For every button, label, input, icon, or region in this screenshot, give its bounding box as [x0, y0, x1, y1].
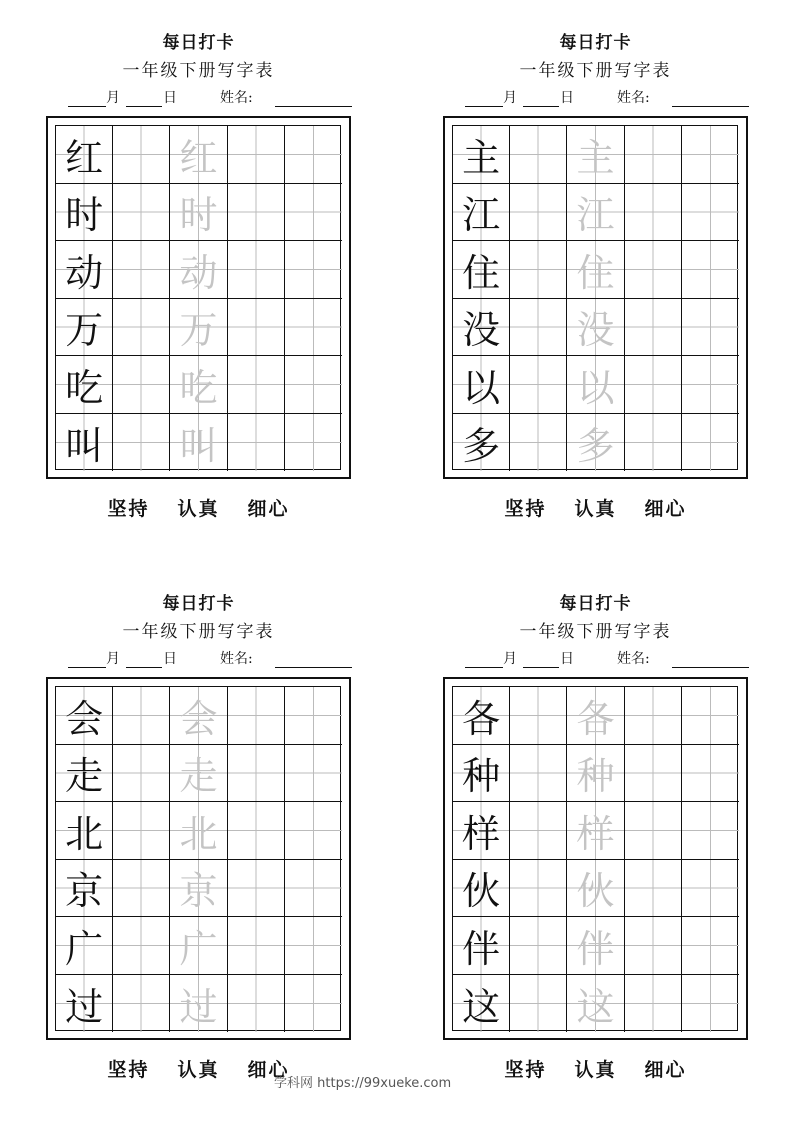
grid-cell[interactable] [682, 356, 739, 414]
grid-cell[interactable] [567, 860, 624, 918]
motto-word: 坚持 [107, 1058, 150, 1081]
grid-cell[interactable] [170, 299, 227, 357]
grid-row [453, 917, 737, 975]
trace-character: 伙 [576, 869, 615, 914]
name-blank[interactable] [275, 105, 352, 107]
grid-cell[interactable] [682, 975, 739, 1033]
trace-character: 会 [179, 696, 218, 741]
month-label: 月 [106, 651, 120, 667]
grid-cell[interactable] [625, 975, 682, 1033]
grid-cell[interactable] [285, 414, 342, 472]
trace-character: 万 [179, 308, 218, 353]
grid-cell[interactable] [56, 184, 113, 242]
grid-cell[interactable] [113, 241, 170, 299]
trace-character: 以 [576, 365, 615, 410]
grid-cell[interactable] [453, 802, 510, 860]
date-name-line [443, 86, 748, 116]
date-name-line [443, 647, 748, 677]
writing-frame [443, 677, 748, 1040]
trace-character: 动 [179, 250, 218, 295]
model-character: 京 [65, 869, 104, 914]
grid-cell[interactable] [510, 184, 567, 242]
grid-cell[interactable] [228, 126, 285, 184]
day-label: 日 [163, 651, 177, 667]
grid-cell[interactable] [453, 356, 510, 414]
card-subtitle: 一年级下册写字表 [519, 622, 672, 642]
motto-word: 坚持 [504, 497, 547, 520]
grid-cell[interactable] [567, 802, 624, 860]
card-subtitle: 一年级下册写字表 [122, 61, 275, 81]
grid-row [453, 860, 737, 918]
grid-cell[interactable] [510, 975, 567, 1033]
grid-row [453, 975, 737, 1033]
grid-cell[interactable] [113, 975, 170, 1033]
model-character: 这 [462, 984, 501, 1029]
card-title: 每日打卡 [162, 33, 235, 53]
grid-row [56, 975, 340, 1033]
grid-cell[interactable] [228, 299, 285, 357]
grid-cell[interactable] [682, 184, 739, 242]
motto [443, 479, 748, 535]
grid-row [453, 687, 737, 745]
grid-cell[interactable] [625, 184, 682, 242]
grid-cell[interactable] [567, 687, 624, 745]
grid-cell[interactable] [113, 299, 170, 357]
grid-cell[interactable] [510, 414, 567, 472]
name-blank[interactable] [275, 666, 352, 668]
grid-cell[interactable] [228, 802, 285, 860]
day-label: 日 [163, 90, 177, 106]
grid-cell[interactable] [625, 356, 682, 414]
grid-row [453, 356, 737, 414]
grid-row [453, 299, 737, 357]
month-blank[interactable] [465, 666, 503, 668]
day-blank[interactable] [126, 105, 162, 107]
model-character: 时 [65, 193, 104, 238]
trace-character: 过 [179, 984, 218, 1029]
card-title: 每日打卡 [162, 594, 235, 614]
grid-cell[interactable] [510, 356, 567, 414]
grid-cell[interactable] [567, 356, 624, 414]
grid-row [56, 356, 340, 414]
grid-cell[interactable] [682, 414, 739, 472]
grid-cell[interactable] [625, 414, 682, 472]
watermark: 学科网 https://99xueke.com [274, 1076, 452, 1091]
card-subtitle: 一年级下册写字表 [122, 622, 275, 642]
writing-grid [55, 125, 341, 470]
grid-cell[interactable] [510, 299, 567, 357]
trace-character: 各 [576, 696, 615, 741]
model-character: 广 [65, 926, 104, 971]
grid-cell[interactable] [285, 241, 342, 299]
model-character: 动 [65, 250, 104, 295]
grid-row [56, 414, 340, 472]
day-blank[interactable] [523, 105, 559, 107]
grid-cell[interactable] [567, 241, 624, 299]
motto-word: 认真 [574, 1058, 617, 1081]
month-blank[interactable] [68, 666, 106, 668]
grid-row [56, 860, 340, 918]
grid-cell[interactable] [113, 860, 170, 918]
grid-cell[interactable] [625, 241, 682, 299]
card-title: 每日打卡 [559, 594, 632, 614]
grid-cell[interactable] [113, 126, 170, 184]
model-character: 万 [65, 308, 104, 353]
model-character: 会 [65, 696, 104, 741]
grid-cell[interactable] [510, 745, 567, 803]
grid-cell[interactable] [285, 975, 342, 1033]
model-character: 样 [462, 811, 501, 856]
grid-cell[interactable] [170, 241, 227, 299]
grid-row [56, 126, 340, 184]
trace-character: 样 [576, 811, 615, 856]
grid-cell[interactable] [510, 802, 567, 860]
grid-cell[interactable] [170, 860, 227, 918]
model-character: 住 [462, 250, 501, 295]
model-character: 江 [462, 193, 501, 238]
grid-cell[interactable] [682, 860, 739, 918]
grid-cell[interactable] [170, 414, 227, 472]
grid-cell[interactable] [113, 414, 170, 472]
model-character: 主 [462, 135, 501, 180]
model-character: 走 [65, 754, 104, 799]
name-label: 姓名: [220, 651, 253, 667]
grid-cell[interactable] [228, 860, 285, 918]
grid-row [453, 414, 737, 472]
trace-character: 这 [576, 984, 615, 1029]
trace-character: 广 [179, 926, 218, 971]
grid-row [56, 802, 340, 860]
motto-word: 细心 [247, 497, 290, 520]
day-label: 日 [560, 90, 574, 106]
name-blank[interactable] [672, 105, 749, 107]
month-label: 月 [106, 90, 120, 106]
grid-row [453, 802, 737, 860]
model-character: 伙 [462, 869, 501, 914]
grid-cell[interactable] [228, 241, 285, 299]
trace-character: 吃 [179, 365, 218, 410]
grid-cell[interactable] [56, 241, 113, 299]
grid-cell[interactable] [453, 126, 510, 184]
card-4 [443, 591, 748, 1096]
grid-cell[interactable] [510, 860, 567, 918]
motto-word: 细心 [644, 497, 687, 520]
grid-cell[interactable] [170, 687, 227, 745]
grid-cell[interactable] [56, 414, 113, 472]
grid-cell[interactable] [453, 184, 510, 242]
grid-row [56, 241, 340, 299]
card-3 [46, 591, 351, 1096]
writing-grid [452, 125, 738, 470]
name-label: 姓名: [617, 90, 650, 106]
grid-row [56, 745, 340, 803]
grid-cell[interactable] [56, 299, 113, 357]
trace-character: 主 [576, 135, 615, 180]
card-title: 每日打卡 [559, 33, 632, 53]
model-character: 伴 [462, 926, 501, 971]
card-2 [443, 30, 748, 535]
grid-cell[interactable] [625, 917, 682, 975]
grid-cell[interactable] [285, 126, 342, 184]
trace-character: 叫 [179, 423, 218, 468]
grid-cell[interactable] [170, 802, 227, 860]
motto-word: 认真 [574, 497, 617, 520]
grid-cell[interactable] [170, 126, 227, 184]
grid-cell[interactable] [567, 917, 624, 975]
grid-cell[interactable] [453, 917, 510, 975]
day-blank[interactable] [126, 666, 162, 668]
model-character: 过 [65, 984, 104, 1029]
grid-cell[interactable] [113, 745, 170, 803]
grid-cell[interactable] [285, 860, 342, 918]
grid-cell[interactable] [510, 917, 567, 975]
trace-character: 住 [576, 250, 615, 295]
grid-cell[interactable] [56, 860, 113, 918]
grid-cell[interactable] [56, 126, 113, 184]
day-blank[interactable] [523, 666, 559, 668]
date-name-line [46, 647, 351, 677]
grid-cell[interactable] [228, 414, 285, 472]
grid-row [56, 687, 340, 745]
grid-cell[interactable] [170, 975, 227, 1033]
grid-cell[interactable] [567, 745, 624, 803]
writing-frame [46, 116, 351, 479]
grid-cell[interactable] [453, 860, 510, 918]
grid-cell[interactable] [682, 241, 739, 299]
grid-cell[interactable] [625, 802, 682, 860]
grid-row [56, 299, 340, 357]
grid-cell[interactable] [682, 126, 739, 184]
grid-cell[interactable] [453, 241, 510, 299]
grid-cell[interactable] [170, 356, 227, 414]
grid-cell[interactable] [625, 126, 682, 184]
name-label: 姓名: [617, 651, 650, 667]
motto-word: 细心 [247, 1058, 290, 1081]
motto-word: 坚持 [107, 497, 150, 520]
model-character: 各 [462, 696, 501, 741]
grid-cell[interactable] [113, 917, 170, 975]
trace-character: 种 [576, 754, 615, 799]
month-blank[interactable] [465, 105, 503, 107]
grid-cell[interactable] [510, 687, 567, 745]
grid-cell[interactable] [113, 802, 170, 860]
motto-word: 认真 [177, 497, 220, 520]
model-character: 红 [65, 135, 104, 180]
grid-cell[interactable] [228, 917, 285, 975]
grid-cell[interactable] [625, 687, 682, 745]
month-blank[interactable] [68, 105, 106, 107]
grid-cell[interactable] [453, 745, 510, 803]
writing-grid [452, 686, 738, 1031]
grid-cell[interactable] [682, 299, 739, 357]
grid-cell[interactable] [567, 975, 624, 1033]
grid-cell[interactable] [285, 356, 342, 414]
day-label: 日 [560, 651, 574, 667]
trace-character: 江 [576, 193, 615, 238]
grid-cell[interactable] [56, 356, 113, 414]
grid-cell[interactable] [228, 745, 285, 803]
grid-row [453, 745, 737, 803]
grid-cell[interactable] [285, 299, 342, 357]
trace-character: 京 [179, 869, 218, 914]
grid-cell[interactable] [56, 802, 113, 860]
trace-character: 北 [179, 811, 218, 856]
grid-cell[interactable] [682, 802, 739, 860]
grid-cell[interactable] [625, 299, 682, 357]
grid-cell[interactable] [510, 126, 567, 184]
trace-character: 没 [576, 308, 615, 353]
model-character: 吃 [65, 365, 104, 410]
model-character: 以 [462, 365, 501, 410]
grid-cell[interactable] [228, 687, 285, 745]
grid-row [453, 126, 737, 184]
motto-word: 坚持 [504, 1058, 547, 1081]
trace-character: 伴 [576, 926, 615, 971]
grid-cell[interactable] [453, 975, 510, 1033]
grid-cell[interactable] [682, 917, 739, 975]
trace-character: 红 [179, 135, 218, 180]
motto [443, 1040, 748, 1096]
card-1 [46, 30, 351, 535]
motto-word: 认真 [177, 1058, 220, 1081]
trace-character: 走 [179, 754, 218, 799]
grid-cell[interactable] [682, 745, 739, 803]
grid-cell[interactable] [682, 687, 739, 745]
grid-cell[interactable] [56, 745, 113, 803]
motto-word: 细心 [644, 1058, 687, 1081]
grid-cell[interactable] [285, 184, 342, 242]
model-character: 北 [65, 811, 104, 856]
grid-cell[interactable] [170, 184, 227, 242]
grid-row [453, 184, 737, 242]
grid-cell[interactable] [56, 975, 113, 1033]
grid-cell[interactable] [113, 356, 170, 414]
writing-grid [55, 686, 341, 1031]
date-name-line [46, 86, 351, 116]
grid-cell[interactable] [113, 687, 170, 745]
grid-cell[interactable] [625, 860, 682, 918]
grid-cell[interactable] [567, 184, 624, 242]
writing-frame [46, 677, 351, 1040]
writing-frame [443, 116, 748, 479]
grid-cell[interactable] [453, 414, 510, 472]
grid-cell[interactable] [453, 299, 510, 357]
grid-cell[interactable] [625, 745, 682, 803]
name-blank[interactable] [672, 666, 749, 668]
grid-cell[interactable] [285, 917, 342, 975]
grid-cell[interactable] [567, 299, 624, 357]
model-character: 种 [462, 754, 501, 799]
grid-cell[interactable] [510, 241, 567, 299]
grid-cell[interactable] [453, 687, 510, 745]
model-character: 多 [462, 423, 501, 468]
trace-character: 多 [576, 423, 615, 468]
month-label: 月 [503, 651, 517, 667]
grid-cell[interactable] [113, 184, 170, 242]
card-subtitle: 一年级下册写字表 [519, 61, 672, 81]
model-character: 没 [462, 308, 501, 353]
grid-cell[interactable] [56, 687, 113, 745]
trace-character: 时 [179, 193, 218, 238]
grid-cell[interactable] [228, 356, 285, 414]
grid-cell[interactable] [567, 126, 624, 184]
grid-row [453, 241, 737, 299]
model-character: 叫 [65, 423, 104, 468]
grid-cell[interactable] [567, 414, 624, 472]
grid-cell[interactable] [228, 184, 285, 242]
grid-cell[interactable] [170, 917, 227, 975]
grid-row [56, 917, 340, 975]
grid-cell[interactable] [285, 687, 342, 745]
grid-cell[interactable] [228, 975, 285, 1033]
motto [46, 479, 351, 535]
month-label: 月 [503, 90, 517, 106]
grid-row [56, 184, 340, 242]
grid-cell[interactable] [285, 802, 342, 860]
grid-cell[interactable] [170, 745, 227, 803]
grid-cell[interactable] [56, 917, 113, 975]
name-label: 姓名: [220, 90, 253, 106]
grid-cell[interactable] [285, 745, 342, 803]
